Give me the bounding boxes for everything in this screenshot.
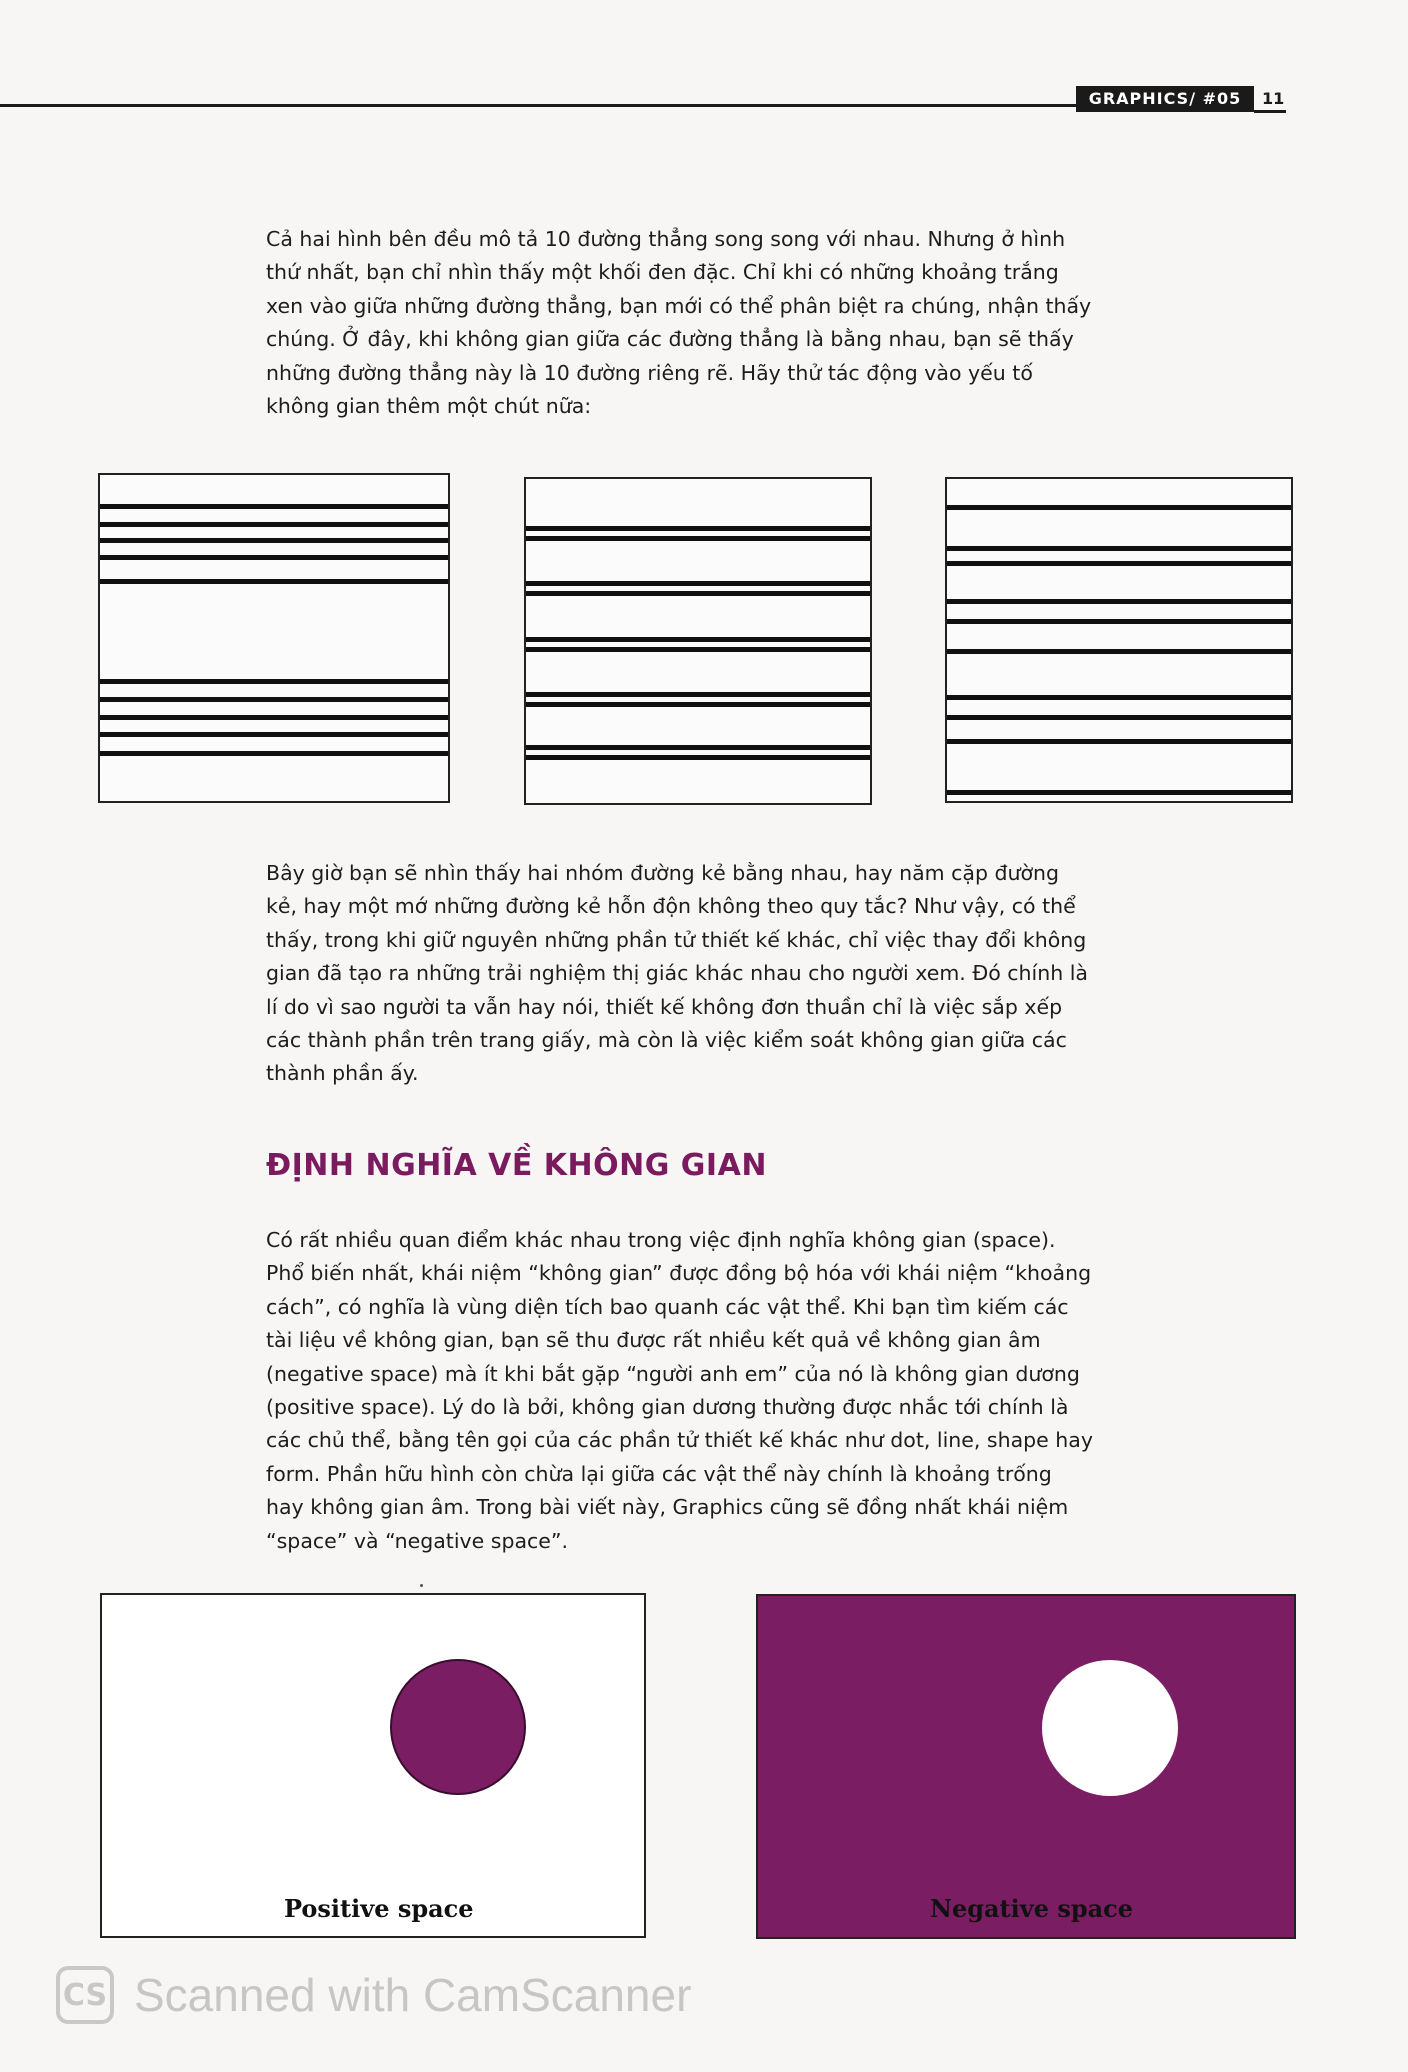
empty-circle — [1042, 1660, 1178, 1796]
watermark-text: Scanned with CamScanner — [134, 1969, 692, 2021]
camscanner-logo-icon: CS — [56, 1966, 114, 2024]
scan-speck — [420, 1584, 423, 1587]
camscanner-watermark — [56, 1960, 691, 2030]
line — [526, 591, 870, 596]
line — [947, 790, 1291, 795]
line — [947, 649, 1291, 654]
line — [100, 579, 448, 584]
line — [100, 555, 448, 560]
space-definition-paragraph: Có rất nhiều quan điểm khác nhau trong việc định nghĩa không gian (space). Phổ biến nhất, khái niệm “không gian” được đồng bộ hóa với khái niệm “khoảng cách”, có nghĩa là vùng diện tích bao quanh các vật thể. Khi bạn tìm kiếm các tài liệu về không gian, bạn sẽ thu được rất nhiều kết quả về không gian âm (negative space) mà ít khi bắt gặp “người anh em” của nó là không gian dương (positive space). Lý do là bởi, không gian dương thường được nhắc tới chính là các chủ thể, bằng tên gọi của các phần tử thiết kế khác như dot, line, shape hay form. Phần hữu hình còn chừa lại giữa các vật thể này chính là khoảng trống hay không gian âm. Trong bài viết này, Graphics cũng sẽ đồng nhất khái niệm “space” và “negative space”. — [266, 1228, 1093, 1553]
line — [947, 561, 1291, 566]
positive-space-figure — [100, 1593, 646, 1938]
line — [947, 546, 1291, 551]
lines-figure-five-pairs — [524, 477, 872, 805]
negative-space-figure — [756, 1594, 1296, 1939]
header-rule — [0, 104, 1076, 107]
line — [526, 692, 870, 697]
positive-space-caption: Positive space — [284, 1894, 474, 1923]
line — [100, 732, 448, 737]
line — [526, 647, 870, 652]
line — [526, 526, 870, 531]
page-number-underline — [1254, 110, 1286, 113]
line — [100, 697, 448, 702]
line — [100, 751, 448, 756]
lines-explanation-paragraph: Bây giờ bạn sẽ nhìn thấy hai nhóm đường kẻ bằng nhau, hay năm cặp đường kẻ, hay một mớ những đường kẻ hỗn độn không theo quy tắc? Như vậy, có thể thấy, trong khi giữ nguyên những phần tử thiết kế khác, chỉ việc thay đổi không gian đã tạo ra những trải nghiệm thị giác khác nhau cho người xem. Đó chính là lí do vì sao người ta vẫn hay nói, thiết kế không đơn thuần chỉ là việc sắp xếp các thành phần trên trang giấy, mà còn là việc kiểm soát không gian giữa các thành phần ấy. — [266, 861, 1088, 1086]
line — [947, 505, 1291, 510]
page-number: 11 — [1262, 89, 1285, 108]
line — [100, 504, 448, 509]
filled-circle — [390, 1659, 526, 1795]
line — [947, 599, 1291, 604]
line — [526, 637, 870, 642]
line — [947, 739, 1291, 744]
line — [947, 695, 1291, 700]
intro-paragraph: Cả hai hình bên đều mô tả 10 đường thẳng song song với nhau. Nhưng ở hình thứ nhất, bạn chỉ nhìn thấy một khối đen đặc. Chỉ khi có những khoảng trắng xen vào giữa những đường thẳng, bạn mới có thể phân biệt ra chúng, nhận thấy chúng. Ở đây, khi không gian giữa các đường thẳng là bằng nhau, bạn sẽ thấy những đường thẳng này là 10 đường riêng rẽ. Hãy thử tác động vào yếu tố không gian thêm một chút nữa: — [266, 227, 1092, 419]
lines-figure-two-groups — [98, 473, 450, 803]
section-heading: ĐỊNH NGHĨA VỀ KHÔNG GIAN — [266, 1148, 767, 1183]
line — [947, 715, 1291, 720]
line — [947, 619, 1291, 624]
section-tag: GRAPHICS/ #05 — [1076, 86, 1254, 112]
line — [100, 522, 448, 527]
line — [526, 581, 870, 586]
line — [526, 755, 870, 760]
line — [526, 745, 870, 750]
line — [100, 538, 448, 543]
line — [100, 715, 448, 720]
lines-figure-irregular — [945, 477, 1293, 803]
line — [100, 679, 448, 684]
line — [526, 536, 870, 541]
negative-space-caption: Negative space — [930, 1894, 1134, 1923]
line — [526, 702, 870, 707]
